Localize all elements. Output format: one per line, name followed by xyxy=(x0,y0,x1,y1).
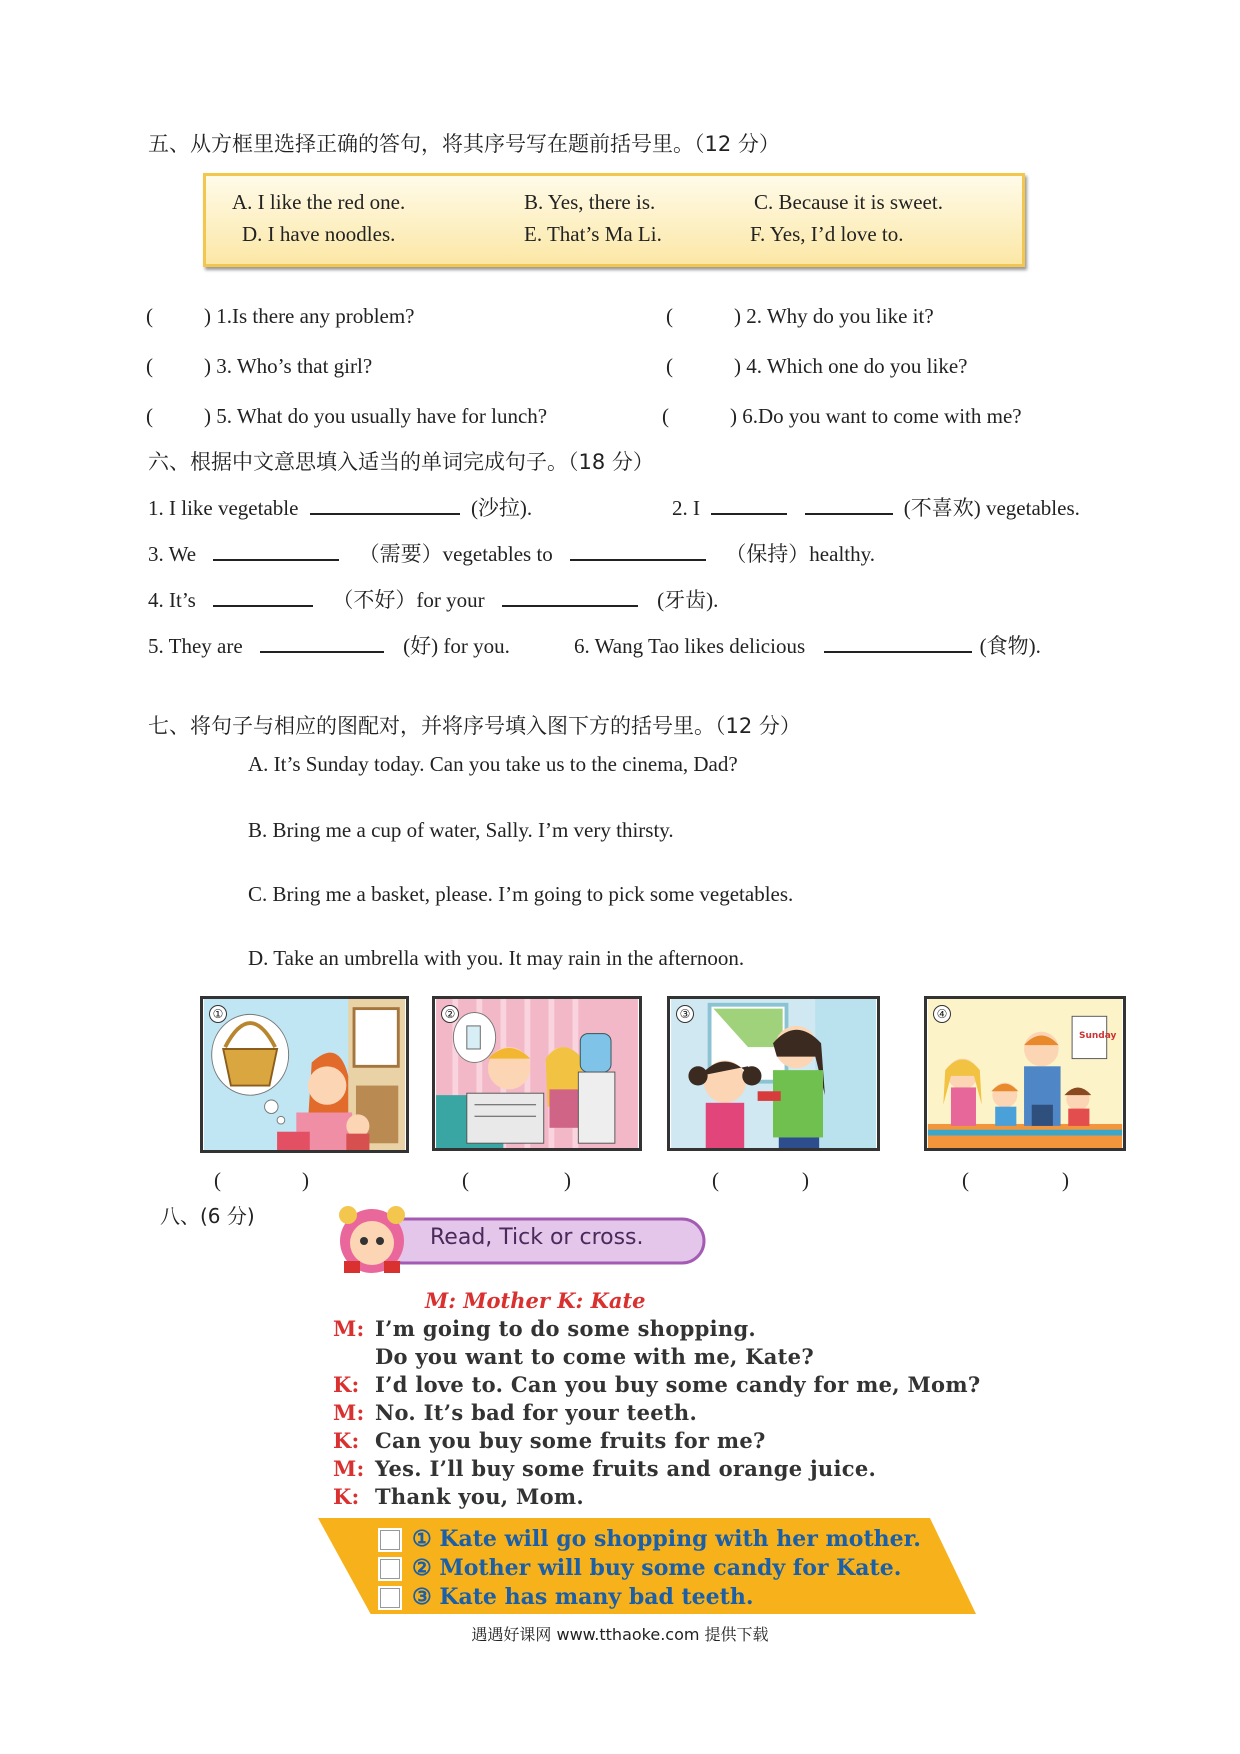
s5-part-b: (好) for you. xyxy=(403,634,510,658)
speaker: M: xyxy=(333,1400,365,1425)
q5-text: ) 5. What do you usually have for lunch? xyxy=(204,404,548,428)
picture-1 xyxy=(200,996,409,1153)
pic4-paren-close: ) xyxy=(1062,1168,1069,1192)
fill-sentence-2 xyxy=(672,492,1080,522)
statement-2-text: ② Mother will buy some candy for Kate. xyxy=(412,1555,902,1581)
blank-4a[interactable] xyxy=(213,587,313,607)
dialog-line-4 xyxy=(333,1400,697,1425)
s3-part-c: （保持）healthy. xyxy=(725,542,876,566)
blank-3a[interactable] xyxy=(213,541,339,561)
pic2-paren-open: ( xyxy=(462,1168,469,1192)
blank-5[interactable] xyxy=(260,633,384,653)
s4-part-c: (牙齿). xyxy=(657,588,719,612)
s3-part-a: 3. We xyxy=(148,542,197,566)
statement-2-checkbox[interactable] xyxy=(378,1557,402,1581)
badge-text: Read, Tick or cross. xyxy=(430,1225,644,1250)
picture-4-number: ④ xyxy=(933,1005,951,1023)
fill-sentence-6 xyxy=(574,630,1041,660)
blank-3b[interactable] xyxy=(570,541,706,561)
option-f: F. Yes, I’d love to. xyxy=(750,222,904,246)
dialog-line-2 xyxy=(333,1344,814,1369)
dialog-line-7 xyxy=(333,1484,584,1509)
section7-heading: 七、将句子与相应的图配对，并将序号填入图下方的括号里。（12 分） xyxy=(148,714,801,738)
s2-part-b: (不喜欢) vegetables. xyxy=(903,496,1080,520)
sentence-b: B. Bring me a cup of water, Sally. I’m very thirsty. xyxy=(248,818,674,842)
q1-paren: ( xyxy=(146,304,153,328)
s2-part-a: 2. I xyxy=(672,496,700,520)
statement-3-checkbox[interactable] xyxy=(378,1586,402,1610)
statement-1 xyxy=(378,1526,921,1552)
s1-part-b: (沙拉). xyxy=(470,496,533,520)
s3-part-b: （需要）vegetables to xyxy=(358,542,553,566)
picture-4 xyxy=(924,996,1126,1151)
dialog-text: I’d love to. Can you buy some candy for me, Mom? xyxy=(375,1372,981,1397)
dialog-text: Can you buy some fruits for me? xyxy=(375,1428,766,1453)
q4-text: ) 4. Which one do you like? xyxy=(734,354,968,378)
fill-sentence-4 xyxy=(148,584,718,614)
sentence-c: C. Bring me a basket, please. I’m going to pick some vegetables. xyxy=(248,882,794,906)
statement-3 xyxy=(378,1584,754,1610)
picture-2-illustration xyxy=(435,999,639,1148)
option-c: C. Because it is sweet. xyxy=(754,190,943,214)
speaker: M: xyxy=(333,1316,365,1341)
speaker: K: xyxy=(333,1484,360,1509)
picture-1-number: ① xyxy=(209,1005,227,1023)
option-e: E. That’s Ma Li. xyxy=(524,222,662,246)
blank-2b[interactable] xyxy=(805,495,893,515)
q2-text: ) 2. Why do you like it? xyxy=(734,304,934,328)
picture-3 xyxy=(667,996,880,1151)
sentence-a: A. It’s Sunday today. Can you take us to the cinema, Dad? xyxy=(248,752,738,776)
pic1-paren-close: ) xyxy=(302,1168,309,1192)
option-b: B. Yes, there is. xyxy=(524,190,656,214)
dialog-line-1 xyxy=(333,1316,756,1341)
picture-2 xyxy=(432,996,642,1151)
s4-part-b: （不好）for your xyxy=(332,588,485,612)
pic4-paren-open: ( xyxy=(962,1168,969,1192)
speaker: K: xyxy=(333,1428,360,1453)
s6-part-b: (食物). xyxy=(979,634,1041,658)
option-d: D. I have noodles. xyxy=(242,222,396,246)
option-a: A. I like the red one. xyxy=(232,190,406,214)
picture-3-illustration xyxy=(670,999,877,1148)
statement-2 xyxy=(378,1555,901,1581)
pic3-paren-close: ) xyxy=(802,1168,809,1192)
picture-1-illustration xyxy=(203,999,406,1150)
s5-part-a: 5. They are xyxy=(148,634,243,658)
section6-heading: 六、根据中文意思填入适当的单词完成句子。（18 分） xyxy=(148,450,654,474)
q3-text: ) 3. Who’s that girl? xyxy=(204,354,373,378)
dialog-line-5 xyxy=(333,1428,766,1453)
picture-4-illustration xyxy=(927,999,1123,1148)
s1-part-a: 1. I like vegetable xyxy=(148,496,299,520)
q3-paren: ( xyxy=(146,354,153,378)
read-tick-badge xyxy=(330,1203,710,1273)
footer-text: 遇遇好课网 www.tthaoke.com 提供下载 xyxy=(471,1625,769,1644)
pic1-paren-open: ( xyxy=(214,1168,221,1192)
dialog-text: I’m going to do some shopping. xyxy=(375,1316,757,1341)
q5-paren: ( xyxy=(146,404,153,428)
section8-heading: 八、(6 分) xyxy=(160,1204,255,1228)
blank-4b[interactable] xyxy=(502,587,638,607)
picture-2-number: ② xyxy=(441,1005,459,1023)
dialog-text: No. It’s bad for your teeth. xyxy=(375,1400,698,1425)
dialog-line-3 xyxy=(333,1372,980,1397)
dialog-text: Thank you, Mom. xyxy=(375,1484,585,1509)
calendar-label: Sunday xyxy=(1079,1031,1117,1041)
dialog-line-6 xyxy=(333,1456,876,1481)
picture-3-number: ③ xyxy=(676,1005,694,1023)
dialog-text: Yes. I’ll buy some fruits and orange juice. xyxy=(375,1456,877,1481)
blank-1[interactable] xyxy=(310,495,460,515)
statement-1-text: ① Kate will go shopping with her mother. xyxy=(412,1526,921,1552)
q1-text: ) 1.Is there any problem? xyxy=(204,304,415,328)
statement-3-text: ③ Kate has many bad teeth. xyxy=(412,1584,754,1610)
pic3-paren-open: ( xyxy=(712,1168,719,1192)
statement-1-checkbox[interactable] xyxy=(378,1528,402,1552)
section5-heading: 五、从方框里选择正确的答句，将其序号写在题前括号里。（12 分） xyxy=(148,132,780,156)
answer-options-box xyxy=(203,173,1025,267)
s4-part-a: 4. It’s xyxy=(148,588,196,612)
sentence-d: D. Take an umbrella with you. It may rain in the afternoon. xyxy=(248,946,745,970)
q6-text: ) 6.Do you want to come with me? xyxy=(730,404,1022,428)
dialog-text: Do you want to come with me, Kate? xyxy=(375,1344,814,1369)
fill-sentence-3 xyxy=(148,538,875,568)
q4-paren: ( xyxy=(666,354,673,378)
q6-paren: ( xyxy=(662,404,669,428)
fill-sentence-1 xyxy=(148,492,532,522)
fill-sentence-5 xyxy=(148,630,510,660)
q2-paren: ( xyxy=(666,304,673,328)
speaker: K: xyxy=(333,1372,360,1397)
speaker-legend: M: Mother K: Kate xyxy=(425,1288,646,1313)
pic2-paren-close: ) xyxy=(564,1168,571,1192)
blank-2a[interactable] xyxy=(711,495,787,515)
s6-part-a: 6. Wang Tao likes delicious xyxy=(574,634,806,658)
blank-6[interactable] xyxy=(824,633,972,653)
speaker: M: xyxy=(333,1456,365,1481)
